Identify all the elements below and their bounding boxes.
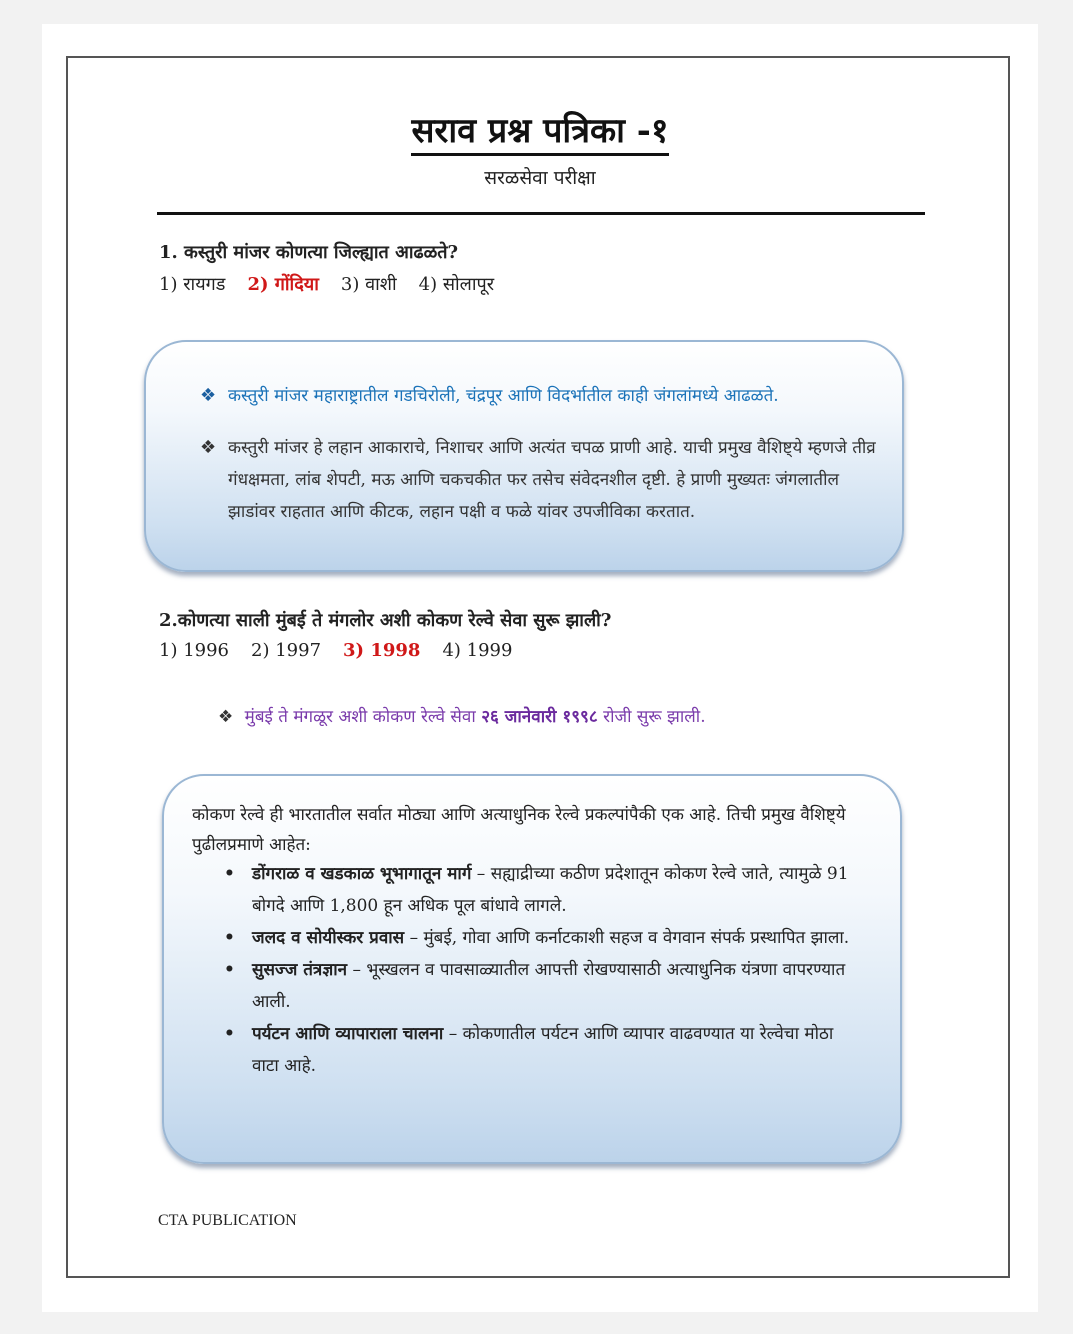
list-item: • जलद व सोयीस्कर प्रवास – मुंबई, गोवा आणि कर्नाटकाशी सहज व वेगवान संपर्क प्रस्थापित झाला.	[224, 922, 864, 954]
fact-location: ❖ कस्तुरी मांजर महाराष्ट्रातील गडचिरोली, चंद्रपूर आणि विदर्भातील काही जंगलांमध्ये आढळते.	[228, 380, 888, 412]
diamond-bullet-icon: ❖	[200, 437, 217, 458]
page-title: सराव प्रश्न पत्रिका -१	[42, 106, 1038, 152]
bullet-dot-icon: •	[224, 864, 235, 884]
q2-option-3-correct: 3) 1998	[343, 640, 421, 661]
list-item: • सुसज्ज तंत्रज्ञान – भूस्खलन व पावसाळ्यातील आपत्ती रोखण्यासाठी अत्याधुनिक यंत्रणा वापरण्यात आली.	[224, 954, 864, 1018]
q2-option-2: 2) 1997	[251, 640, 322, 661]
page-subtitle: सरळसेवा परीक्षा	[484, 167, 596, 189]
bullet-dot-icon: •	[224, 928, 235, 948]
question-2-options	[159, 640, 534, 661]
answer-note-2: ❖ मुंबई ते मंगळूर अशी कोकण रेल्वे सेवा २६ जानेवारी १९९८ रोजी सुरू झाली.	[218, 707, 706, 727]
q1-option-3: 3) वाशी	[340, 274, 397, 295]
q2-option-4: 4) 1999	[442, 640, 513, 661]
fact-description: ❖ कस्तुरी मांजर हे लहान आकाराचे, निशाचर आणि अत्यंत चपळ प्राणी आहे. याची प्रमुख वैशिष्ट्ये म्हणजे तीव्र गंधक्षमता, लांब शेपटी, मऊ आणि चकचकीत फर तसेच संवेदनशील दृष्टी. हे प्राणी मुख्यतः जंगलातील झाडांवर राहतात आणि कीटक, लहान पक्षी व फळे यांवर उपजीविका करतात.	[228, 432, 878, 528]
q2-option-1: 1) 1996	[159, 640, 230, 661]
list-item: • डोंगराळ व खडकाळ भूभागातून मार्ग – सह्याद्रीच्या कठीण प्रदेशातून कोकण रेल्वे जाते, त्यामुळे 91 बोगदे आणि 1,800 हून अधिक पूल बांधावे लागले.	[224, 858, 864, 922]
question-1-options	[159, 272, 516, 296]
konkan-railway-intro: कोकण रेल्वे ही भारतातील सर्वात मोठ्या आणि अत्याधुनिक रेल्वे प्रकल्पांपैकी एक आहे. तिची प्रमुख वैशिष्ट्ये पुढीलप्रमाणे आहेत:	[192, 805, 846, 855]
date-highlight: २६ जानेवारी १९९८	[481, 707, 598, 727]
diamond-bullet-icon: ❖	[200, 385, 217, 406]
question-1: 1. कस्तुरी मांजर कोणत्या जिल्ह्यात आढळते?	[159, 242, 459, 263]
publisher-footer: CTA PUBLICATION	[158, 1212, 297, 1229]
q1-option-2-correct: 2) गोंदिया	[247, 274, 319, 295]
list-item: • पर्यटन आणि व्यापाराला चालना – कोकणातील पर्यटन आणि व्यापार वाढवण्यात या रेल्वेचा मोठा वाटा आहे.	[224, 1018, 864, 1082]
explanation-box-1	[144, 340, 904, 572]
q1-option-4: 4) सोलापूर	[418, 274, 495, 295]
q1-option-1: 1) रायगड	[159, 274, 226, 295]
bullet-dot-icon: •	[224, 960, 235, 980]
bullet-dot-icon: •	[224, 1024, 235, 1044]
diamond-bullet-icon: ❖	[218, 707, 234, 727]
question-2: 2.कोणत्या साली मुंबई ते मंगलोर अशी कोकण रेल्वे सेवा सुरू झाली?	[159, 610, 612, 631]
title-divider	[157, 212, 925, 215]
feature-list	[224, 858, 864, 1082]
explanation-box-2	[162, 774, 902, 1164]
document-page	[42, 24, 1038, 1312]
